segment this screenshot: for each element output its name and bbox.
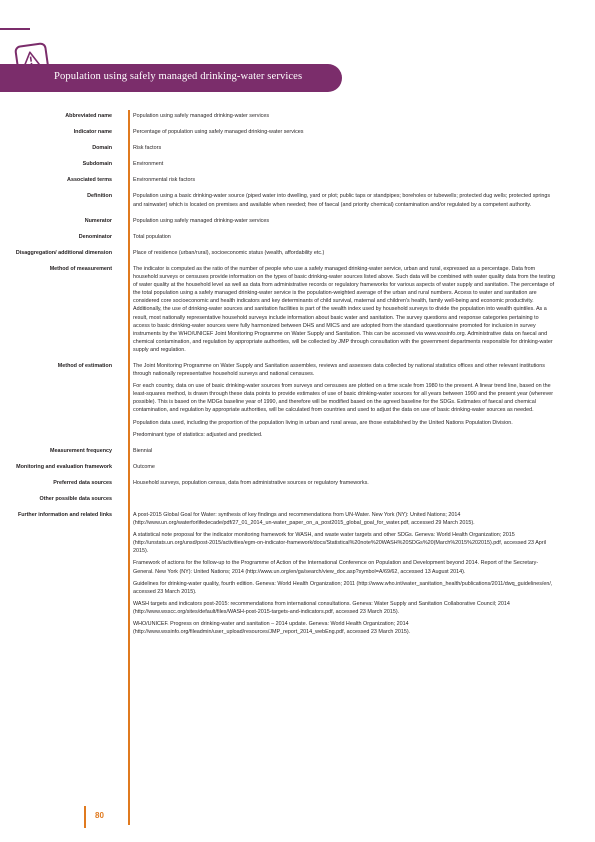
row-label: Subdomain [82,161,112,168]
value-paragraph: WHO/UNICEF. Progress on drinking-water and sanitation – 2014 update. Geneva: World Health Organization; 2014 (http://www.wssinfo.org/fileadmin/user_upload/resources/JMP_report_2014_webEng.pdf, accessed 23 March 2015). [133,621,411,636]
row-label: Monitoring and evaluation framework [16,463,112,470]
table-row [0,447,595,455]
table-row [0,495,595,503]
value-paragraph: Population using safely managed drinking-water services [133,113,270,119]
value-paragraph: Predominant type of statistics: adjusted and predicted. [133,431,263,438]
row-label: Associated terms [67,177,112,184]
row-value [133,447,556,455]
table-row [0,233,595,241]
value-paragraph: Total population [133,233,171,240]
row-value [133,192,556,208]
row-label: Disaggregation/ additional dimension [15,249,112,256]
title-banner [0,64,342,92]
value-paragraph: Place of residence (urban/rural), socioeconomic status (wealth, affordability etc.) [133,249,325,256]
row-value [133,511,556,636]
row-label: Method of estimation [57,362,112,369]
table-row [0,160,595,168]
row-label: Abbreviated name [65,113,112,119]
table-row [0,479,595,487]
value-paragraph: Risk factors [133,145,162,152]
row-label: Measurement frequency [49,447,112,454]
value-paragraph: Environmental risk factors [133,177,196,184]
row-value [133,233,556,241]
row-label: Further information and related links [17,512,112,518]
table-row [0,128,595,136]
value-paragraph: Outcome [133,463,155,470]
row-value [133,112,556,120]
row-label: Numerator [84,217,112,224]
value-paragraph: A post-2015 Global Goal for Water: synthesis of key findings and recommendations from UN-Water. New York (NY): United Nations; 2014 (http://www.un.org/waterforlifedecade/pdf/27_01_2014_un-water_paper_on_a_post2015_global_goal_for_water.pdf, accessed 29 March 2015). [133,512,475,527]
row-value [133,128,556,136]
row-label: Definition [87,193,112,200]
table-row [0,144,595,152]
value-paragraph: The Joint Monitoring Programme on Water Supply and Sanitation assembles, reviews and assesses data collected by national statistics offices and other relevant institutions through nationally representative household surveys and national censuses. [133,362,545,378]
row-value [133,362,556,439]
value-paragraph: The indicator is computed as the ratio of the number of people who use a safely managed drinking-water service, urban and rural, expressed as a percentage. Data from household surveys or censuses provide information on the types of basic drinking-water sources listed above. Such data will be combined with water quality data from the testing of water quality at the household level as well as data from administrative records or regulatory frameworks for various aspects of water supply and sanitation. The percentage of the total population using a safely managed drinking-water service is the population-weighted average of the urban and rural numbers. Access to water and sanitation are considered core socioeconomic and health indicators and key determinants of child survival, maternal and children's health, family well-being and economic productivity. Additionally, the use of drinking-water sources and sanitation facilities is part of the wealth index used by household surveys to divide the population into wealth quintiles. As a result, most nationally representative household surveys include information about basic water and sanitation. The survey questions and response categories pertaining to access to basic drinking-water sources were fully harmonized between DHS and MICS and are adopted from the standard questionnaire promoted for inclusion in survey instruments by the WHO/UNICEF Joint Monitoring Programme on Water Supply and Sanitation. This can be accessed via www.wssinfo.org. Administrative data on faecal and chemical contamination, and regulation by appropriate authorities, will be collected by JMP through consultation with the government departments responsible for drinking-water supply and regulation. [133,265,555,353]
table-row [0,511,595,636]
value-paragraph: Percentage of population using safely managed drinking-water services [133,129,304,136]
value-paragraph: Biennial [133,447,153,454]
table-row [0,249,595,257]
row-label: Indicator name [73,129,112,136]
value-paragraph: A statistical note proposal for the indicator monitoring framework for WASH, and waste water targets and other SDGs. Geneva: World Health Organization; 2015 (http://unstats.un.org/unsd/post-2015/activities/egm-on-indicator-framework/docs/Statistical%20note%20WASH%20SDGs%20(March%2015%202015).pdf, accessed 23 April 2015). [133,532,546,555]
value-paragraph: For each country, data on use of basic drinking-water sources from surveys and censuses are plotted on a time scale from 1980 to the present. A linear trend line, based on the least-squares method, is drawn through these data points to provide estimates of use of basic drinking-water sources for all years between 1990 and the present year (wherever possible). This is based on the MDGs baseline year of 1990, and therefore will be modified based on the agreed baseline for the SDGs. Estimates of faecal and chemical contamination, and regulation by appropriate authorities, will be calculated from countries and used to adjust the data on use of basic drinking-water sources as needed. [133,383,554,414]
row-value [133,217,556,225]
row-value [133,160,556,168]
table-row [0,192,595,208]
value-paragraph: Population using a basic drinking-water source (piped water into dwelling, yard or plot; public taps or standpipes; boreholes or tubewells; protected dug wells; protected springs and rainwater) which is located on premises and available when needed; free of faecal (and priority chemical) contamination and/or regulated by a competent authority. [133,193,551,208]
row-label: Domain [92,145,112,152]
value-paragraph: Population using safely managed drinking-water services [133,217,270,224]
row-value [133,463,556,471]
row-value [133,176,556,184]
row-value [133,495,556,503]
row-label: Denominator [78,233,112,240]
table-row [0,176,595,184]
value-paragraph: Population data used, including the proportion of the population living in urban and rural areas, are those established by the United Nations Population Division. [133,419,513,426]
table-row [0,463,595,471]
indicator-metadata-table [0,112,595,644]
page-title: Population using safely managed drinking-water services [54,71,303,82]
value-paragraph: Guidelines for drinking-water quality, fourth edition. Geneva: World Health Organization; 2011 (http://www.who.int/water_sanitation_health/publications/2011/dwq_guidelines/en/, accessed 23 March 2015). [133,580,553,595]
row-value [133,479,556,487]
value-paragraph: Environment [133,161,164,168]
table-row [0,362,595,439]
row-value [133,144,556,152]
value-paragraph: Household surveys, population census, data from administrative sources or regulatory frameworks. [133,479,369,486]
table-row [0,265,595,354]
value-paragraph: WASH targets and indicators post-2015: recommendations from international consultations. Geneva: Water Supply and Sanitation Collaborative Council; 2014 (http://www.wsscc.org/sites/default/files/WASH-post-2015-targets-and-indicators.pdf, accessed 23 March 2015). [133,600,510,615]
row-value [133,249,556,257]
top-rule [0,28,30,30]
row-label: Method of measurement [49,265,112,272]
row-value [133,265,556,354]
page-number: 80 [95,811,104,820]
page-number-rule [84,806,86,828]
table-row [0,112,595,120]
row-label: Preferred data sources [53,479,112,486]
table-row [0,217,595,225]
value-paragraph: Framework of actions for the follow-up to the Programme of Action of the International Conference on Population and Development beyond 2014. Report of the Secretary-General. New York (NY): United Nations; 2014 (http://www.un.org/en/ga/search/view_doc.asp?symbol=A/69/62, accessed 13 August 2014). [133,560,539,575]
row-label: Other possible data sources [39,496,112,502]
